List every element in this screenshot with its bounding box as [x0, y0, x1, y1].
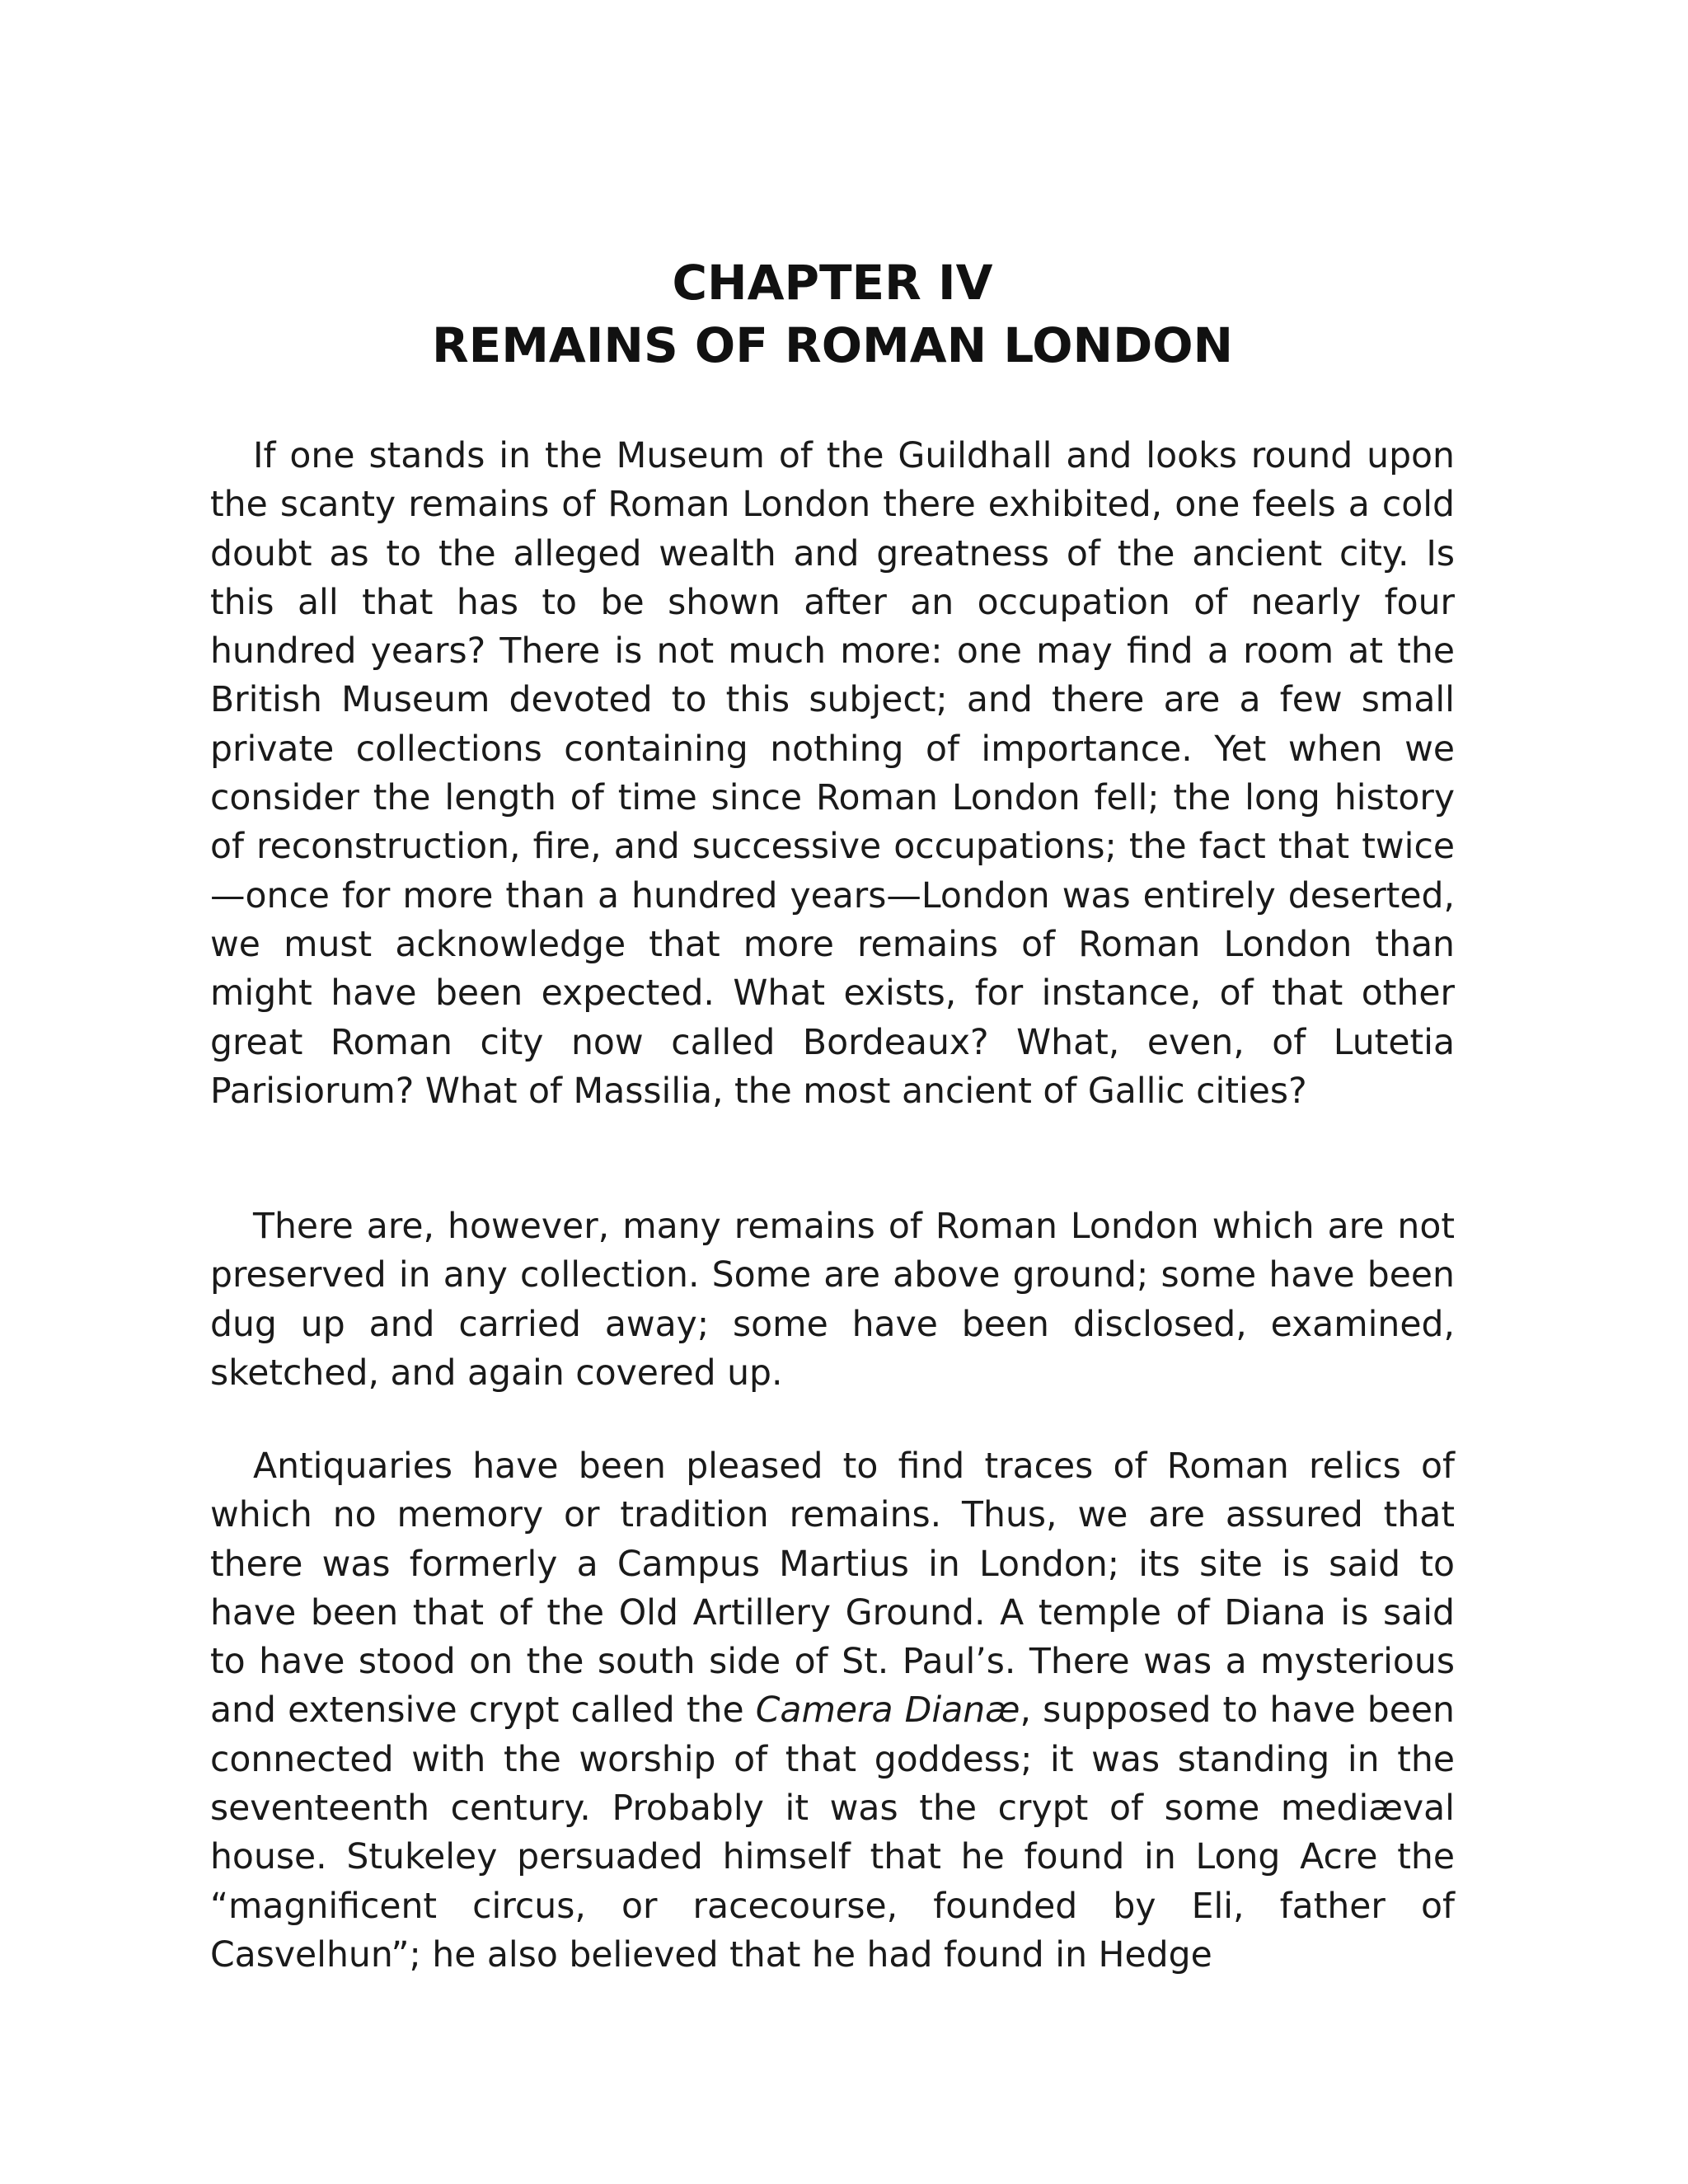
- paragraph-3: [210, 1442, 1455, 1980]
- paragraph-3-container: [210, 1442, 1455, 1980]
- camera-dianae-italic: Camera Dianæ: [755, 1690, 1020, 1732]
- chapter-number: CHAPTER IV: [672, 255, 993, 311]
- paragraph-1: If one stands in the Museum of the Guildhall and looks round upon the scanty remains of Roman London there exhibited, one feels a cold doubt as to the alleged wealth and greatness of the ancient city. Is this all that has to be shown after an occupation of nearly four hundred years? There is not much more: one may find a room at the British Museum devoted to this subject; and there are a few small private collections containing nothing of importance. Yet when we consider the length of time since Roman London fell; the long history of reconstruction, fire, and successive occupations; the fact that twice—once for more than a hundred years—London was entirely deserted, we must acknowledge that more remains of Roman London than might have been expected. What exists, for instance, of that other great Roman city now called Bordeaux? What, even, of Lutetia Parisiorum? What of Massilia, the most ancient of Gallic cities?: [210, 436, 1455, 1112]
- chapter-title: REMAINS OF ROMAN LONDON: [431, 317, 1234, 373]
- paragraph-2: There are, however, many remains of Roman London which are not preserved in any collection. Some are above ground; some have been dug up and carried away; some have been disclosed, examined, sketched, and again covered up.: [210, 1207, 1455, 1394]
- paragraph-3-text-start: Antiquaries have been pleased to find traces of Roman relics of which no memory or tradition remains. Thus, we are assured that there was formerly a Campus Martius in London; its site is said to have been that of the Old Artillery Ground. A temple of Diana is said to have stood on the south side of St. Paul’s. There was a mysterious and extensive crypt called the: [210, 1446, 1455, 1732]
- paragraph-1-container: [210, 432, 1455, 1116]
- paragraph-3-text-end: , supposed to have been connected with the worship of that goddess; it was standing in the seventeenth century. Probably it was the crypt of some mediæval house. Stukeley persuaded himself that he found in Long Acre the “magnificent circus, or racecourse, founded by Eli, father of Casvelhun”; he also believed that he had found in Hedge: [210, 1690, 1455, 1975]
- paragraph-2-container: [210, 1202, 1455, 1398]
